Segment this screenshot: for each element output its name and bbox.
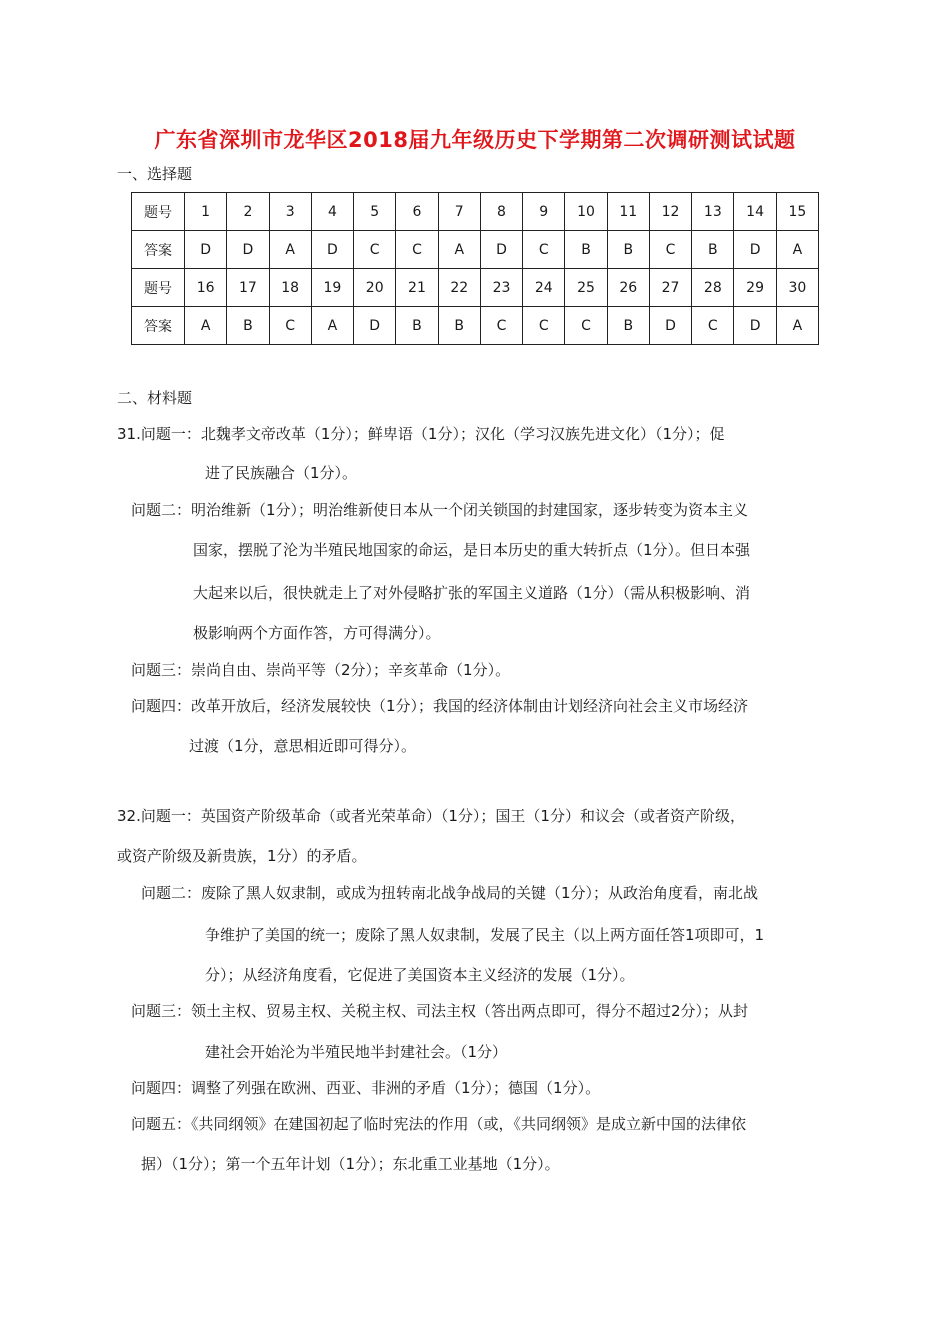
table-row [132,269,819,307]
page-title: 广东省深圳市龙华区2018届九年级历史下学期第二次调研测试试题 [154,128,796,152]
table-cell: D [734,231,776,269]
table-cell: D [227,231,269,269]
answer-line: 问题三：领土主权、贸易主权、关税主权、司法主权（答出两点即可，得分不超过2分）；从封 [131,1002,749,1020]
table-cell: B [607,231,649,269]
table-cell: 17 [227,269,269,307]
answer-line: 或资产阶级及新贵族，1分）的矛盾。 [117,847,367,865]
table-cell: D [649,307,691,345]
answer-line: 国家，摆脱了沦为半殖民地国家的命运，是日本历史的重大转折点（1分）。但日本强 [193,541,751,559]
table-cell: D [480,231,522,269]
table-cell: 9 [523,193,565,231]
table-cell: 20 [354,269,396,307]
answer-line: 32.问题一：英国资产阶级革命（或者光荣革命）（1分）；国王（1分）和议会（或者资产阶级， [117,807,745,825]
table-cell: 26 [607,269,649,307]
table-cell: 24 [523,269,565,307]
table-cell: 15 [776,193,818,231]
table-cell: C [692,307,734,345]
table-cell: C [269,307,311,345]
table-cell: C [396,231,438,269]
table-cell: 11 [607,193,649,231]
answer-line: 问题二：废除了黑人奴隶制，或成为扭转南北战争战局的关键（1分）；从政治角度看，南北战 [141,884,759,902]
table-cell: A [185,307,227,345]
table-cell: D [354,307,396,345]
table-cell: 5 [354,193,396,231]
table-cell: B [607,307,649,345]
answer-line: 问题三：崇尚自由、崇尚平等（2分）；辛亥革命（1分）。 [131,661,511,679]
table-cell: 4 [311,193,353,231]
table-cell: A [311,307,353,345]
table-cell: D [185,231,227,269]
table-row [132,231,819,269]
table-cell: 29 [734,269,776,307]
table-cell: C [649,231,691,269]
table-cell: B [227,307,269,345]
table-cell: 21 [396,269,438,307]
table-cell: 30 [776,269,818,307]
row-label: 答案 [132,307,185,345]
table-cell: C [480,307,522,345]
table-cell: 18 [269,269,311,307]
table-cell: B [692,231,734,269]
answer-line: 问题四：调整了列强在欧洲、西亚、非洲的矛盾（1分）；德国（1分）。 [131,1079,601,1097]
answer-line: 极影响两个方面作答，方可得满分）。 [193,624,441,642]
table-cell: C [565,307,607,345]
answer-line: 争维护了美国的统一；废除了黑人奴隶制，发展了民主（以上两方面任答1项即可，1 [205,926,765,944]
answer-line: 分）；从经济角度看，它促进了美国资本主义经济的发展（1分）。 [205,966,635,984]
row-label: 题号 [132,269,185,307]
row-label: 题号 [132,193,185,231]
table-cell: 16 [185,269,227,307]
answer-line: 问题二：明治维新（1分）；明治维新使日本从一个闭关锁国的封建国家，逐步转变为资本主义 [131,501,749,519]
answer-line: 过渡（1分，意思相近即可得分）。 [189,737,417,755]
table-cell: 3 [269,193,311,231]
table-cell: 7 [438,193,480,231]
table-cell: 8 [480,193,522,231]
table-cell: 2 [227,193,269,231]
table-cell: C [354,231,396,269]
table-cell: B [565,231,607,269]
answer-line: 据）（1分）；第一个五年计划（1分）；东北重工业基地（1分）。 [141,1155,560,1173]
table-row [132,307,819,345]
table-cell: A [776,307,818,345]
table-cell: C [523,231,565,269]
table-row [132,193,819,231]
table-cell: A [438,231,480,269]
table-cell: 6 [396,193,438,231]
answer-line: 问题五：《共同纲领》在建国初起了临时宪法的作用（或，《共同纲领》是成立新中国的法律依 [131,1115,747,1133]
answer-line: 进了民族融合（1分）。 [205,464,358,482]
answer-line: 问题四：改革开放后，经济发展较快（1分）；我国的经济体制由计划经济向社会主义市场经济 [131,697,749,715]
section-choice-heading: 一、选择题 [117,165,193,183]
table-cell: D [734,307,776,345]
table-cell: B [396,307,438,345]
table-cell: 1 [185,193,227,231]
table-cell: 22 [438,269,480,307]
table-cell: 28 [692,269,734,307]
table-cell: 13 [692,193,734,231]
table-cell: 19 [311,269,353,307]
table-cell: 14 [734,193,776,231]
table-cell: D [311,231,353,269]
table-cell: B [438,307,480,345]
row-label: 答案 [132,231,185,269]
table-cell: 23 [480,269,522,307]
table-cell: 25 [565,269,607,307]
table-cell: 12 [649,193,691,231]
answer-line: 31.问题一：北魏孝文帝改革（1分）；鲜卑语（1分）；汉化（学习汉族先进文化）（1分）；促 [117,425,725,443]
table-cell: A [269,231,311,269]
table-cell: 27 [649,269,691,307]
table-cell: 10 [565,193,607,231]
section-material-heading: 二、材料题 [117,389,193,407]
answer-line: 大起来以后，很快就走上了对外侵略扩张的军国主义道路（1分）（需从积极影响、消 [193,584,751,602]
table-cell: C [523,307,565,345]
answer-table [131,192,819,345]
answer-line: 建社会开始沦为半殖民地半封建社会。（1分） [205,1043,508,1061]
table-cell: A [776,231,818,269]
